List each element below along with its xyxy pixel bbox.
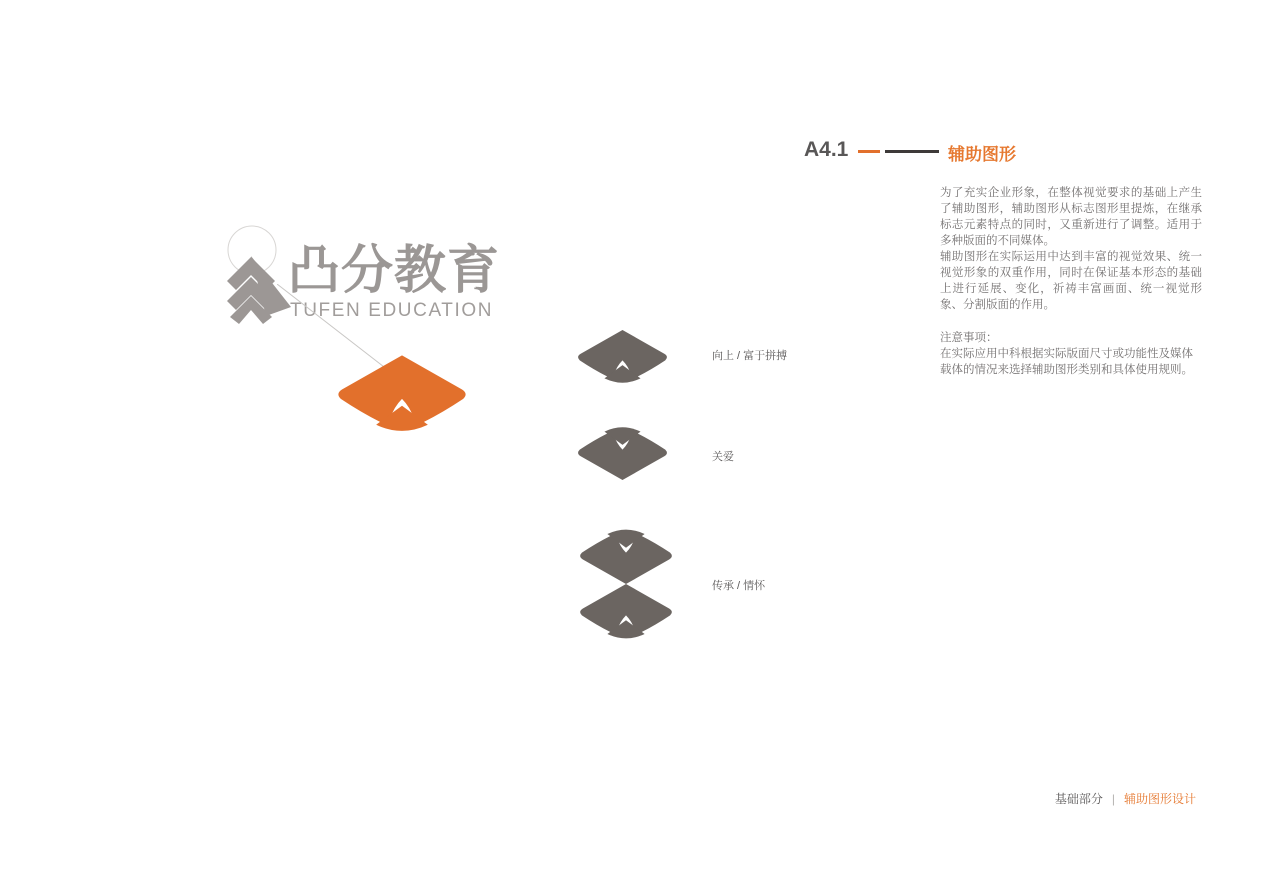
aux-symbol-down-icon [575, 423, 670, 481]
symbol-meaning-up: 向上 / 富于拼搏 [712, 350, 788, 362]
page-footer [1055, 790, 1196, 807]
section-title: 辅助图形 [948, 145, 1016, 164]
footer-section-label: 基础部分 [1054, 792, 1103, 806]
notes-block [940, 330, 1202, 378]
accent-dash [858, 150, 880, 153]
intro-paragraph-1: 为了充实企业形象，在整体视觉要求的基础上产生了辅助图形，辅助图形从标志图形里提炼，在继承标志元素特点的同时，又重新进行了调整。适用于多种版面的不同媒体。 [940, 187, 1202, 247]
symbol-meaning-care: 关爱 [712, 451, 734, 463]
header-rule [885, 150, 939, 153]
notes-title: 注意事项： [940, 332, 998, 344]
symbol-meaning-heritage: 传承 / 情怀 [712, 580, 766, 592]
section-code: A4.1 [804, 138, 849, 161]
logo-name-en: TUFEN EDUCATION [290, 300, 494, 321]
section-header [804, 138, 1204, 164]
logo-name-cn: 凸分教育 [288, 242, 501, 300]
footer-page-title: 辅助图形设计 [1123, 792, 1196, 806]
notes-body: 在实际应用中科根据实际版面尺寸或功能性及媒体载体的情况来选择辅助图形类别和具体使用规则。 [940, 348, 1193, 376]
footer-divider: | [1111, 791, 1115, 806]
aux-graphic-primary-icon [334, 354, 470, 437]
intro-text [940, 185, 1202, 313]
aux-symbol-x-icon [577, 525, 675, 643]
intro-paragraph-2: 辅助图形在实际运用中达到丰富的视觉效果、统一视觉形象的双重作用，同时在保证基本形态的基础上进行延展、变化，祈祷丰富画面、统一视觉形象、分割版面的作用。 [940, 251, 1202, 311]
aux-symbol-up-icon [575, 329, 670, 387]
